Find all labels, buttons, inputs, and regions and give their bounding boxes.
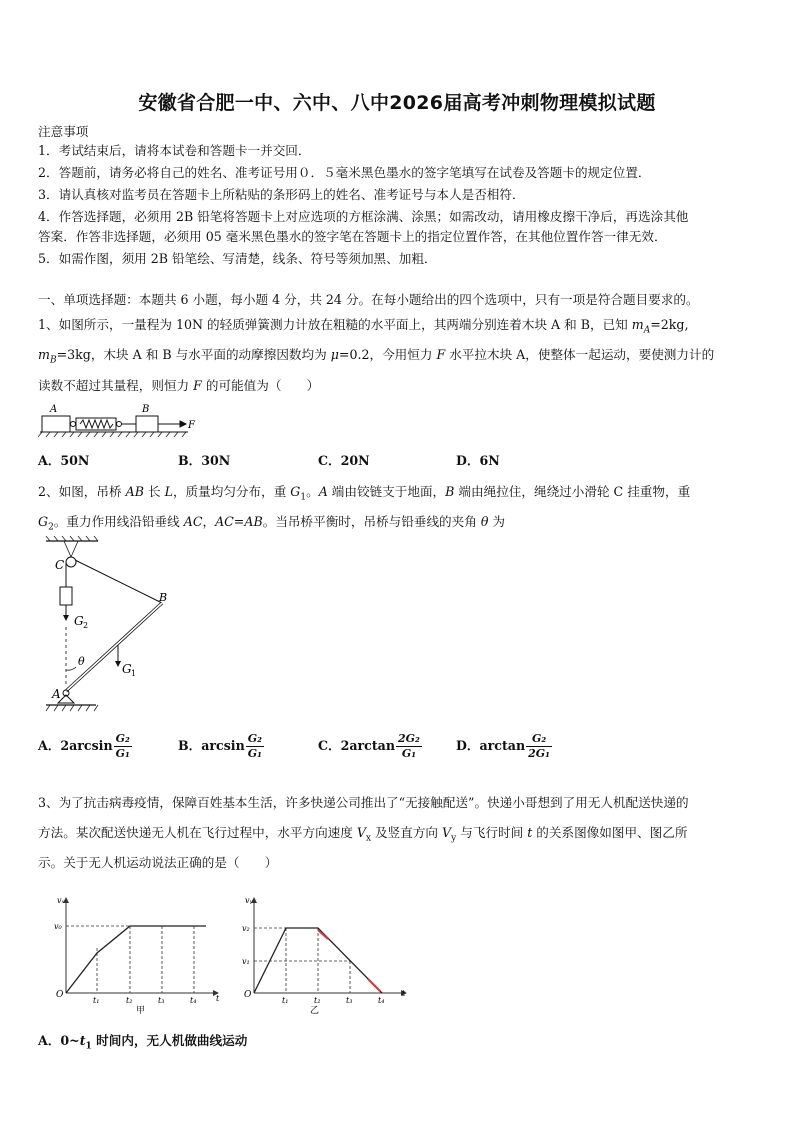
vx-tick-t3: t₃ — [158, 996, 165, 1005]
q1-figure — [38, 400, 198, 438]
vy-tick-v1: v₁ — [242, 957, 250, 966]
vy-x-axis-label: t — [402, 989, 406, 998]
q1-option-d[interactable]: D．6N — [456, 453, 500, 468]
q3-text-2d: 的关系图像如图甲、图乙所 — [532, 825, 688, 840]
q3-t: t — [527, 825, 533, 840]
q2-text-1e: 端由铰链支于地面， — [327, 484, 446, 499]
weight-G2 — [60, 587, 72, 605]
q2-line-2 — [38, 511, 505, 533]
q2-option-c-den: G₁ — [401, 747, 417, 760]
page-title: 安徽省合肥一中、六中、八中2026届高考冲刺物理模拟试题 — [138, 92, 656, 114]
q1-option-a[interactable]: A．50N — [38, 453, 90, 468]
q1-line-1 — [38, 314, 689, 336]
q1-F-2: F — [193, 378, 202, 393]
q2-G1: G — [290, 484, 301, 499]
q1-line-3 — [38, 375, 319, 394]
q2-fig-G1-sub: 1 — [131, 669, 137, 678]
q2-A: A — [318, 484, 328, 499]
block-A — [42, 416, 70, 432]
q2-figure — [38, 535, 188, 720]
q1-text-2b: =0.2，今用恒力 — [338, 347, 437, 362]
q2-fig-G2: G — [74, 614, 84, 628]
q2-text-2d: 为 — [488, 514, 506, 529]
q2-option-b-label: B．arcsin — [178, 738, 245, 753]
q1-line-2 — [38, 344, 714, 366]
q1-fig-label-A: A — [50, 404, 58, 415]
q2-option-c-num: 2G₂ — [397, 732, 420, 745]
q2-option-a-label: A．2arcsin — [38, 738, 113, 753]
block-B — [136, 416, 158, 432]
q2-text-1d: 。 — [306, 484, 319, 499]
notice-item-3: 3．请认真核对监考员在答题卡上所粘贴的条形码上的姓名、准考证号与本人是否相符． — [38, 187, 525, 202]
q2-G1-sub: 1 — [300, 492, 307, 503]
vy-tick-t1: t₁ — [282, 996, 289, 1005]
q1-ma-sub: A — [643, 325, 651, 336]
vx-tick-t2: t₂ — [126, 996, 133, 1005]
q2-option-c[interactable] — [318, 732, 422, 761]
q3-option-a-text-1: A．0~ — [38, 1033, 80, 1048]
q3-line-3: 示。关于无人机运动说法正确的是（ ） — [38, 855, 278, 870]
q2-option-d-num: G₂ — [526, 732, 552, 747]
q3-option-a-t: t — [79, 1033, 86, 1048]
q3-Vy: V — [442, 825, 452, 840]
q2-text-2c: 。当吊桥平衡时，吊桥与铅垂线的夹角 — [262, 514, 481, 529]
q1-text: 1、如图所示，一量程为 10N 的轻质弹簧测力计放在粗糙的水平面上，其两端分别连着木块 A 和 B，已知 — [38, 317, 632, 332]
notice-heading: 注意事项 — [38, 124, 89, 139]
q2-G2: G — [38, 514, 49, 529]
notice-item-2: 2．答题前，请务必将自己的姓名、准考证号用０．５毫米黑色墨水的签字笔填写在试卷及答题卡的规定位置． — [38, 165, 651, 180]
q3-Vx: V — [356, 825, 366, 840]
q3-text-2a: 方法。某次配送快递无人机在飞行过程中，水平方向速度 — [38, 825, 357, 840]
q2-text-2b: ， — [202, 514, 216, 529]
q1-mb: m — [38, 347, 50, 362]
q2-fig-theta: θ — [78, 655, 85, 668]
vy-origin: O — [244, 990, 252, 1000]
vy-caption: 乙 — [310, 1006, 320, 1016]
q2-text-1c: ，质量均匀分布，重 — [172, 484, 291, 499]
q1-F: F — [436, 347, 446, 362]
q3-text-2b: 及竖直方向 — [371, 825, 443, 840]
q2-AB: AB — [125, 484, 144, 499]
q2-option-d-den: 2G₁ — [528, 747, 550, 760]
vy-tick-v2: v₂ — [242, 924, 250, 933]
q2-G2-sub: 2 — [48, 522, 54, 533]
vy-tick-t3: t₃ — [346, 996, 353, 1005]
q2-option-a-num: G₂ — [115, 732, 130, 745]
q1-option-c[interactable]: C．20N — [318, 453, 370, 468]
q2-option-a[interactable] — [38, 732, 132, 761]
vx-tick-v0: v₀ — [54, 922, 62, 931]
vx-caption: 甲 — [136, 1006, 146, 1016]
q2-line-1 — [38, 481, 690, 503]
q1-text-3a: 读数不超过其量程，则恒力 — [38, 378, 194, 393]
q1-ma-val: =2kg, — [650, 317, 689, 332]
vx-axis-label: vₓ — [57, 896, 65, 905]
q2-text-1b: 长 — [143, 484, 165, 499]
q2-fig-G2-sub: 2 — [83, 621, 89, 630]
q2-option-d[interactable] — [456, 732, 552, 761]
vx-series-line — [66, 926, 206, 993]
q2-option-d-label: D．arctan — [456, 738, 526, 753]
q2-fig-B: B — [159, 591, 168, 604]
q2-text-1a: 2、如图，吊桥 — [38, 484, 126, 499]
q2-fig-A: A — [52, 687, 61, 701]
ground-hatch — [38, 432, 186, 437]
vy-tick-t4: t₄ — [378, 996, 385, 1005]
q3-option-a-text-2: 时间内，无人机做曲线运动 — [91, 1033, 248, 1048]
vy-red-mark-1 — [318, 930, 328, 939]
q3-Vy-sub: y — [451, 833, 457, 844]
q2-L: L — [164, 484, 173, 499]
q2-option-b[interactable] — [178, 732, 264, 761]
notice-item-4: 4．作答选择题，必须用 2B 铅笔将答题卡上对应选项的方框涂满、涂黑；如需改动，请用橡皮擦干净后，再选涂其他 — [38, 209, 689, 224]
vx-x-axis-label: t — [216, 994, 220, 1003]
notice-item-5: 5．如需作图，须用 2B 铅笔绘、写清楚，线条、符号等须加黑、加粗． — [38, 251, 437, 266]
vx-origin: O — [56, 990, 64, 1000]
q3-chart-vx — [50, 893, 222, 1018]
vy-red-mark-2 — [368, 979, 380, 991]
vx-tick-t1: t₁ — [93, 996, 100, 1005]
q3-line-1: 3、为了抗击病毒疫情，保障百姓基本生活，许多快递公司推出了“无接触配送”。快递小哥想到了用无人机配送快递的 — [38, 795, 689, 810]
q1-text-3b: 的可能值为（ ） — [201, 378, 320, 393]
q2-fig-G1: G — [122, 662, 132, 676]
q1-option-b[interactable]: B．30N — [178, 453, 231, 468]
pulley-C — [66, 557, 76, 567]
q1-fig-label-B: B — [142, 404, 150, 415]
q2-option-b-den: G₁ — [247, 747, 262, 760]
q3-chart-vy — [238, 893, 410, 1018]
q3-option-a[interactable] — [38, 1030, 247, 1052]
q2-AC: AC — [183, 514, 203, 529]
q1-mu: μ — [330, 347, 339, 362]
q2-ACAB: AC=AB — [215, 514, 263, 529]
q3-option-a-sub: 1 — [85, 1041, 92, 1052]
q2-fig-C: C — [55, 558, 65, 572]
q1-fig-label-F: F — [188, 420, 195, 431]
q3-line-2 — [38, 822, 687, 844]
vy-axis-label: vᵧ — [245, 896, 253, 905]
q2-option-b-num: G₂ — [247, 732, 262, 745]
vy-tick-t2: t₂ — [314, 996, 321, 1005]
q2-B: B — [445, 484, 455, 499]
q2-text-1f: 端由绳拉住，绳绕过小滑轮 C 挂重物，重 — [454, 484, 691, 499]
q1-ma: m — [631, 317, 644, 332]
notice-item-1: 1．考试结束后，请将本试卷和答题卡一并交回． — [38, 143, 311, 158]
q2-option-c-label: C．2arctan — [318, 738, 395, 753]
section-heading: 一、单项选择题：本题共 6 小题，每小题 4 分，共 24 分。在每小题给出的四个选项中，只有一项是符合题目要求的。 — [38, 292, 699, 307]
q1-mb-sub: B — [49, 355, 57, 366]
q3-Vx-sub: x — [365, 833, 372, 844]
q1-text-2c: 水平拉木块 A，使整体一起运动，要使测力计的 — [445, 347, 715, 362]
q2-theta: θ — [480, 514, 489, 529]
q1-text-2a: =3kg，木块 A 和 B 与水平面的动摩擦因数均为 — [56, 347, 331, 362]
q2-text-2a: 。重力作用线沿铅垂线 — [53, 514, 184, 529]
notice-item-4-cont: 答案．作答非选择题，必须用 05 毫米黑色墨水的签字笔在答题卡上的指定位置作答，在其他位置作答一律无效． — [38, 229, 667, 244]
vx-tick-t4: t₄ — [190, 996, 197, 1005]
q2-option-a-den: G₁ — [115, 747, 130, 760]
q3-text-2c: 与飞行时间 — [456, 825, 528, 840]
